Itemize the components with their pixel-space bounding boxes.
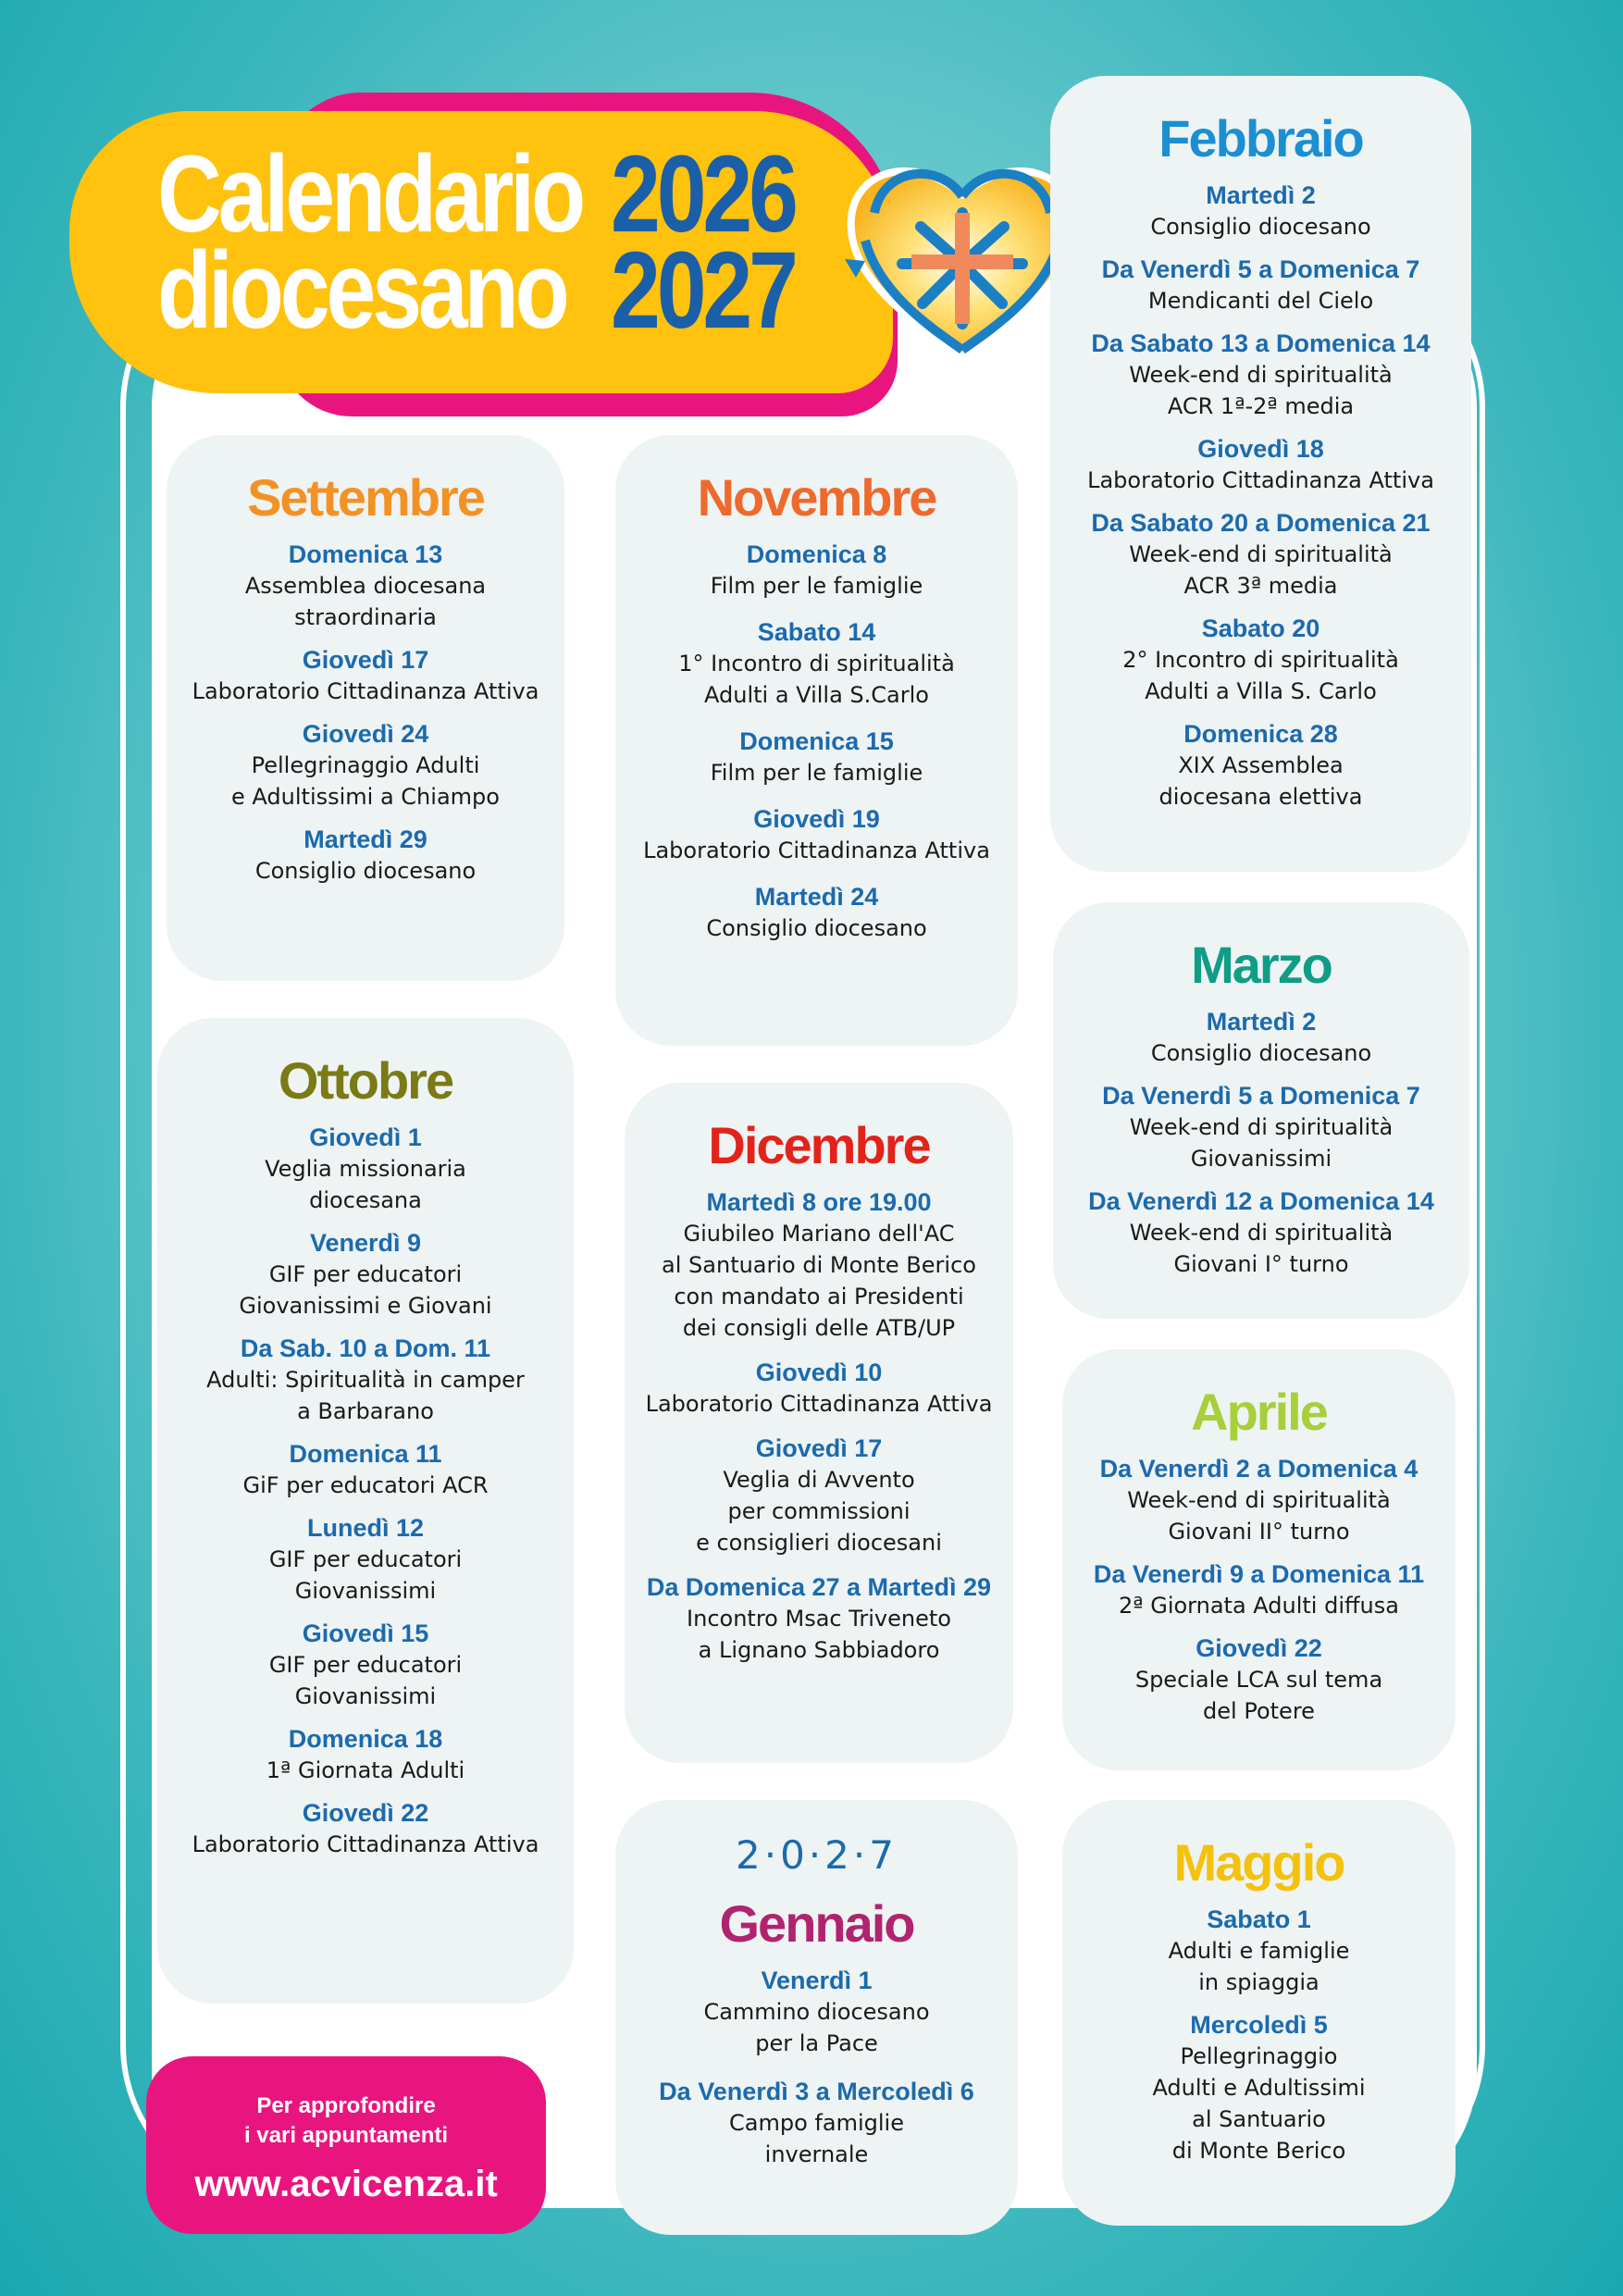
event-text: 2ª Giornata Adulti diffusa	[1119, 1593, 1399, 1619]
event-date: Giovedì 15	[302, 1620, 429, 1647]
event-date: Giovedì 22	[1196, 1634, 1322, 1662]
header-title	[157, 133, 583, 352]
event-date: Domenica 15	[739, 727, 894, 755]
event-date: Domenica 13	[288, 540, 443, 568]
event-text: Consiglio diocesano	[706, 915, 927, 941]
month-title-gennaio: Gennaio	[719, 1894, 914, 1953]
month-title-dicembre: Dicembre	[708, 1116, 930, 1174]
event-text: Week-end di spiritualità Giovani I° turno	[1129, 1220, 1394, 1277]
card-settembre	[167, 435, 564, 981]
card-aprile	[1062, 1349, 1456, 1770]
title-line-2: diocesano	[157, 230, 566, 352]
month-title-settembre: Settembre	[247, 468, 484, 527]
event-date: Da Sab. 10 a Dom. 11	[240, 1334, 491, 1362]
card-dicembre	[625, 1083, 1013, 1763]
year-1: 2026	[611, 133, 795, 255]
event-date: Da Venerdì 12 a Domenica 14	[1088, 1187, 1434, 1215]
event-text: Consiglio diocesano	[1150, 214, 1371, 240]
event-text: Laboratorio Cittadinanza Attiva	[1087, 467, 1434, 493]
event-date: Giovedì 19	[753, 805, 880, 833]
event-text: Week-end di spiritualità Giovani II° turno	[1127, 1487, 1391, 1545]
event-date: Giovedì 18	[1197, 435, 1324, 463]
event-date: Martedì 2	[1206, 181, 1316, 209]
event-text: Cammino diocesano per la Pace	[703, 1999, 930, 2056]
card-marzo	[1053, 902, 1469, 1319]
event-text: Pellegrinaggio Adulti e Adultissimi a Chiampo	[231, 752, 500, 810]
event-text: 2° Incontro di spiritualità Adulti a Villa S. Carlo	[1122, 647, 1399, 704]
event-text: Pellegrinaggio Adulti e Adultissimi al Santuario di Monte Berico	[1152, 2043, 1366, 2164]
event-text: GiF per educatori ACR	[242, 1472, 489, 1498]
event-text: Laboratorio Cittadinanza Attiva	[645, 1391, 993, 1417]
event-text: Consiglio diocesano	[1150, 1040, 1372, 1066]
card-maggio	[1062, 1800, 1456, 2226]
event-date: Sabato 20	[1201, 614, 1320, 642]
event-text: GIF per educatori Giovanissimi e Giovani	[239, 1261, 492, 1319]
event-text: Veglia missionaria diocesana	[265, 1156, 466, 1213]
event-date: Domenica 18	[288, 1725, 443, 1753]
event-text: GIF per educatori Giovanissimi	[268, 1652, 463, 1709]
event-text: Giubileo Mariano dell'AC al Santuario di Monte Berico con mandato ai Presidenti dei consigli delle ATB/UP	[662, 1221, 976, 1341]
year-mark-2027: 2·0·2·7	[736, 1832, 898, 1878]
website-link[interactable]: www.acvicenza.it	[194, 2164, 498, 2204]
event-text: Week-end di spiritualità ACR 1ª-2ª media	[1129, 362, 1393, 419]
info-line-2: i vari appuntamenti	[243, 2123, 449, 2148]
event-date: Giovedì 22	[302, 1799, 429, 1827]
event-text: 1° Incontro di spiritualità Adulti a Villa S.Carlo	[678, 651, 955, 708]
event-date: Sabato 1	[1207, 1905, 1311, 1933]
event-text: Campo famiglie invernale	[729, 2110, 904, 2167]
event-date: Lunedì 12	[306, 1514, 425, 1542]
event-text: GIF per educatori Giovanissimi	[268, 1546, 463, 1604]
event-date: Venerdì 1	[761, 1967, 873, 1994]
event-text: 1ª Giornata Adulti	[266, 1757, 465, 1783]
event-date: Martedì 8 ore 19.00	[706, 1188, 932, 1216]
event-date: Martedì 24	[754, 883, 879, 911]
event-date: Da Venerdì 5 a Domenica 7	[1102, 1082, 1420, 1110]
header-years	[611, 133, 795, 352]
event-date: Martedì 29	[304, 825, 427, 853]
event-text: Assemblea diocesana straordinaria	[244, 573, 487, 630]
event-date: Giovedì 10	[755, 1359, 883, 1386]
event-date: Da Venerdì 5 a Domenica 7	[1101, 255, 1420, 283]
event-date: Da Domenica 27 a Martedì 29	[646, 1573, 992, 1601]
info-line-1: Per approfondire	[256, 2093, 436, 2118]
card-gennaio	[615, 1800, 1018, 2235]
event-date: Da Venerdì 3 a Mercoledì 6	[659, 2078, 974, 2105]
event-text: Week-end di spiritualità ACR 3ª media	[1129, 541, 1393, 599]
event-date: Da Sabato 20 a Domenica 21	[1091, 509, 1431, 537]
month-title-ottobre: Ottobre	[278, 1051, 453, 1110]
event-date: Venerdì 9	[309, 1229, 422, 1257]
event-text: Laboratorio Cittadinanza Attiva	[192, 678, 539, 704]
event-text: Week-end di spiritualità Giovanissimi	[1129, 1114, 1394, 1172]
event-text: Adulti: Spiritualità in camper a Barbarano	[206, 1367, 525, 1424]
card-ottobre	[157, 1018, 574, 2004]
event-text: Laboratorio Cittadinanza Attiva	[192, 1831, 539, 1857]
event-text: Consiglio diocesano	[254, 858, 477, 884]
event-date: Da Venerdì 2 a Domenica 4	[1099, 1455, 1419, 1483]
event-text: Film per le famiglie	[710, 760, 923, 786]
event-date: Giovedì 24	[302, 720, 429, 748]
title-line-1: Calendario	[157, 133, 583, 255]
event-date: Martedì 2	[1206, 1008, 1317, 1036]
event-date: Domenica 8	[746, 540, 887, 568]
month-title-aprile: Aprile	[1191, 1383, 1327, 1441]
info-box	[146, 2056, 546, 2234]
event-text: Adulti e famiglie in spiaggia	[1168, 1938, 1350, 1995]
event-date: Giovedì 1	[309, 1123, 422, 1151]
event-text: Mendicanti del Cielo	[1147, 288, 1374, 314]
card-novembre	[615, 435, 1018, 1046]
event-text: Speciale LCA sul tema del Potere	[1134, 1667, 1383, 1724]
event-date: Da Sabato 13 a Domenica 14	[1091, 329, 1431, 357]
event-date: Giovedì 17	[302, 646, 429, 674]
event-date: Giovedì 17	[755, 1434, 883, 1462]
card-febbraio	[1050, 76, 1471, 872]
month-title-febbraio: Febbraio	[1158, 109, 1363, 168]
event-date: Mercoledì 5	[1190, 2011, 1328, 2039]
event-date: Domenica 11	[289, 1440, 442, 1468]
event-text: Film per le famiglie	[710, 573, 923, 599]
month-title-marzo: Marzo	[1191, 936, 1332, 994]
year-2: 2027	[611, 230, 795, 352]
event-text: Laboratorio Cittadinanza Attiva	[643, 838, 990, 863]
month-title-maggio: Maggio	[1173, 1833, 1344, 1892]
event-text: Veglia di Avvento per commissioni e consiglieri diocesani	[696, 1467, 942, 1556]
event-text: Incontro Msac Triveneto a Lignano Sabbiadoro	[687, 1606, 951, 1663]
event-date: Da Venerdì 9 a Domenica 11	[1093, 1560, 1425, 1588]
event-date: Domenica 28	[1183, 720, 1338, 748]
event-text: XIX Assemblea diocesana elettiva	[1158, 752, 1363, 810]
month-title-novembre: Novembre	[697, 468, 936, 527]
event-date: Sabato 14	[757, 618, 876, 646]
